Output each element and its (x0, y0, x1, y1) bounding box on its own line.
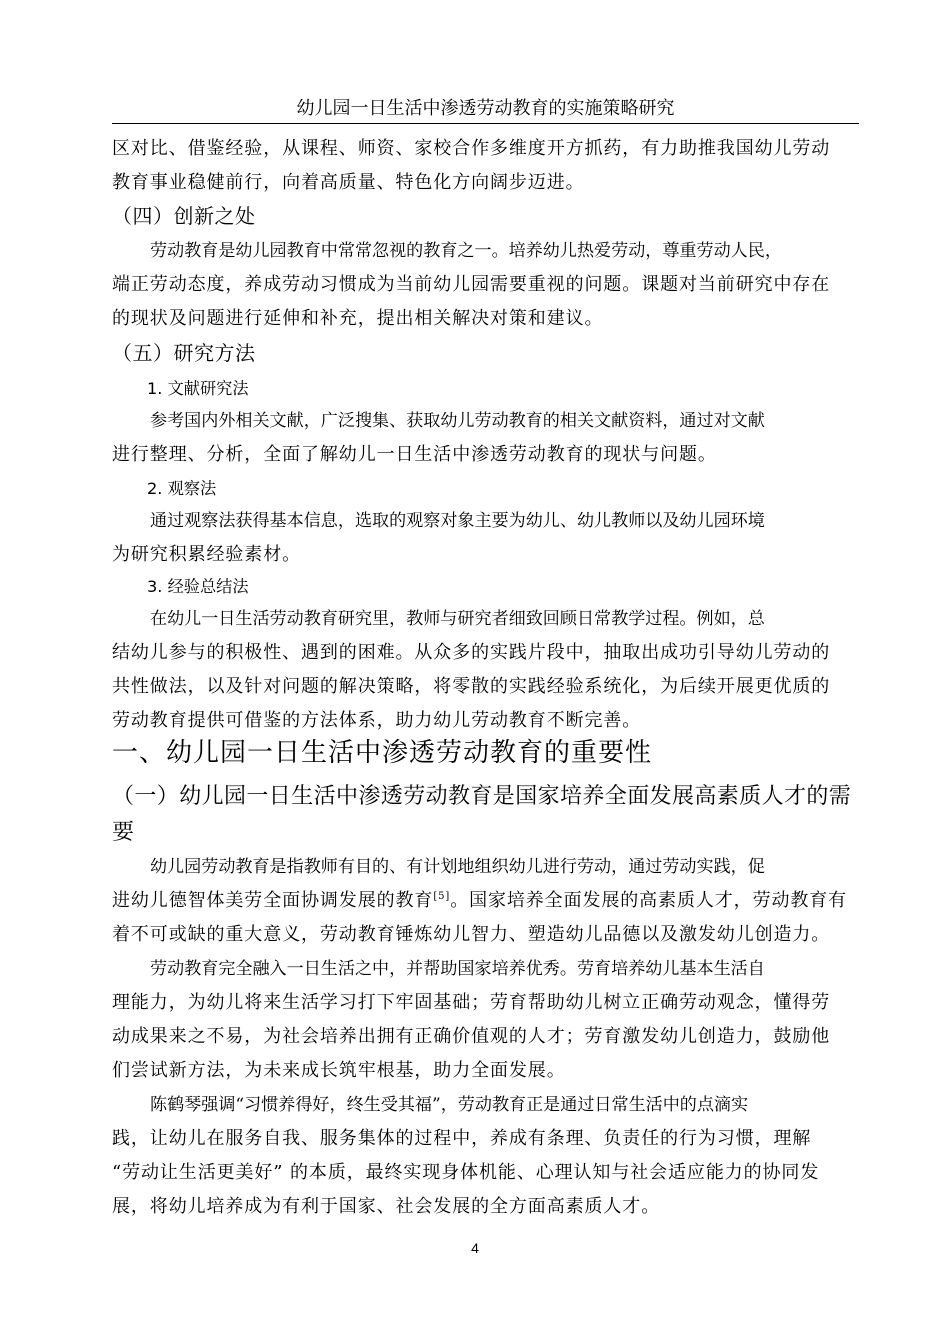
subsection-heading-cont: 要 (112, 820, 135, 845)
body-line: 进行整理、分析，全面了解幼儿一日生活中渗透劳动教育的现状与问题。 (112, 444, 717, 465)
body-line: 践，让幼儿在服务自我、服务集体的过程中，养成有条理、负责任的行为习惯，理解 (112, 1128, 812, 1149)
body-line: 的现状及问题进行延伸和补充，提出相关解决对策和建议。 (112, 308, 604, 329)
body-line: 在幼儿一日生活劳动教育研究里，教师与研究者细致回顾日常教学过程。例如，总 (150, 609, 765, 629)
body-line: 参考国内外相关文献，广泛搜集、获取幼儿劳动教育的相关文献资料，通过对文献 (150, 411, 765, 431)
method-heading-literature: 1. 文献研究法 (147, 379, 249, 398)
body-line: 展，将幼儿培养成为有利于国家、社会发展的全方面高素质人才。 (112, 1196, 661, 1217)
running-header: 幼儿园一日生活中渗透劳动教育的实施策略研究 (296, 98, 675, 119)
body-line: 们尝试新方法，为未来成长筑牢根基，助力全面发展。 (112, 1060, 566, 1081)
body-line-with-citation (112, 888, 862, 914)
body-line: 着不可或缺的重大意义，劳动教育锤炼幼儿智力、塑造幼儿品德以及激发幼儿创造力。 (112, 924, 831, 945)
body-text: 。国家培养全面发展的高素质人才，劳动教育有 (450, 890, 848, 911)
body-line: 理能力，为幼儿将来生活学习打下牢固基础；劳育帮助幼儿树立正确劳动观念，懂得劳 (112, 992, 831, 1013)
body-text: 进幼儿德智体美劳全面协调发展的教育 (112, 890, 434, 911)
body-line: 动成果来之不易，为社会培养出拥有正确价值观的人才；劳育激发幼儿创造力，鼓励他 (112, 1026, 831, 1047)
method-heading-experience: 3. 经验总结法 (147, 577, 249, 596)
body-line: 劳动教育提供可借鉴的方法体系，助力幼儿劳动教育不断完善。 (112, 710, 642, 731)
body-line: 为研究积累经验素材。 (112, 544, 301, 565)
body-line: 区对比、借鉴经验，从课程、师资、家校合作多维度开方抓药，有力助推我国幼儿劳动 (112, 138, 831, 159)
body-line: 结幼儿参与的积极性、遇到的困难。从众多的实践片段中，抽取出成功引导幼儿劳动的 (112, 642, 831, 663)
chapter-heading: 一、幼儿园一日生活中渗透劳动教育的重要性 (112, 738, 653, 768)
body-line: 共性做法，以及针对问题的解决策略，将零散的实践经验系统化，为后续开展更优质的 (112, 676, 831, 697)
body-line: 陈鹤琴强调“习惯养得好，终生受其福”，劳动教育正是通过日常生活中的点滴实 (150, 1095, 749, 1115)
method-heading-observation: 2. 观察法 (147, 479, 217, 498)
body-line: 劳动教育是幼儿园教育中常常忽视的教育之一。培养幼儿热爱劳动，尊重劳动人民， (150, 241, 782, 261)
citation-marker: [5] (433, 891, 451, 902)
subsection-heading: （一）幼儿园一日生活中渗透劳动教育是国家培养全面发展高素质人才的需 (112, 784, 852, 809)
body-line: 通过观察法获得基本信息，选取的观察对象主要为幼儿、幼儿教师以及幼儿园环境 (150, 511, 765, 531)
page-number: 4 (471, 1240, 479, 1256)
body-line: “劳动让生活更美好” 的本质，最终实现身体机能、心理认知与社会适应能力的协同发 (112, 1162, 820, 1183)
body-line: 幼儿园劳动教育是指教师有目的、有计划地组织幼儿进行劳动，通过劳动实践，促 (150, 857, 765, 877)
body-line: 端正劳动态度，养成劳动习惯成为当前幼儿园需要重视的问题。课题对当前研究中存在 (112, 274, 831, 295)
header-rule (112, 123, 859, 124)
body-line: 劳动教育完全融入一日生活之中，并帮助国家培养优秀。劳育培养幼儿基本生活自 (150, 959, 765, 979)
section-heading-innovation: （四）创新之处 (112, 204, 256, 228)
body-line: 教育事业稳健前行，向着高质量、特色化方向阔步迈进。 (112, 172, 585, 193)
section-heading-methods: （五）研究方法 (112, 341, 256, 365)
